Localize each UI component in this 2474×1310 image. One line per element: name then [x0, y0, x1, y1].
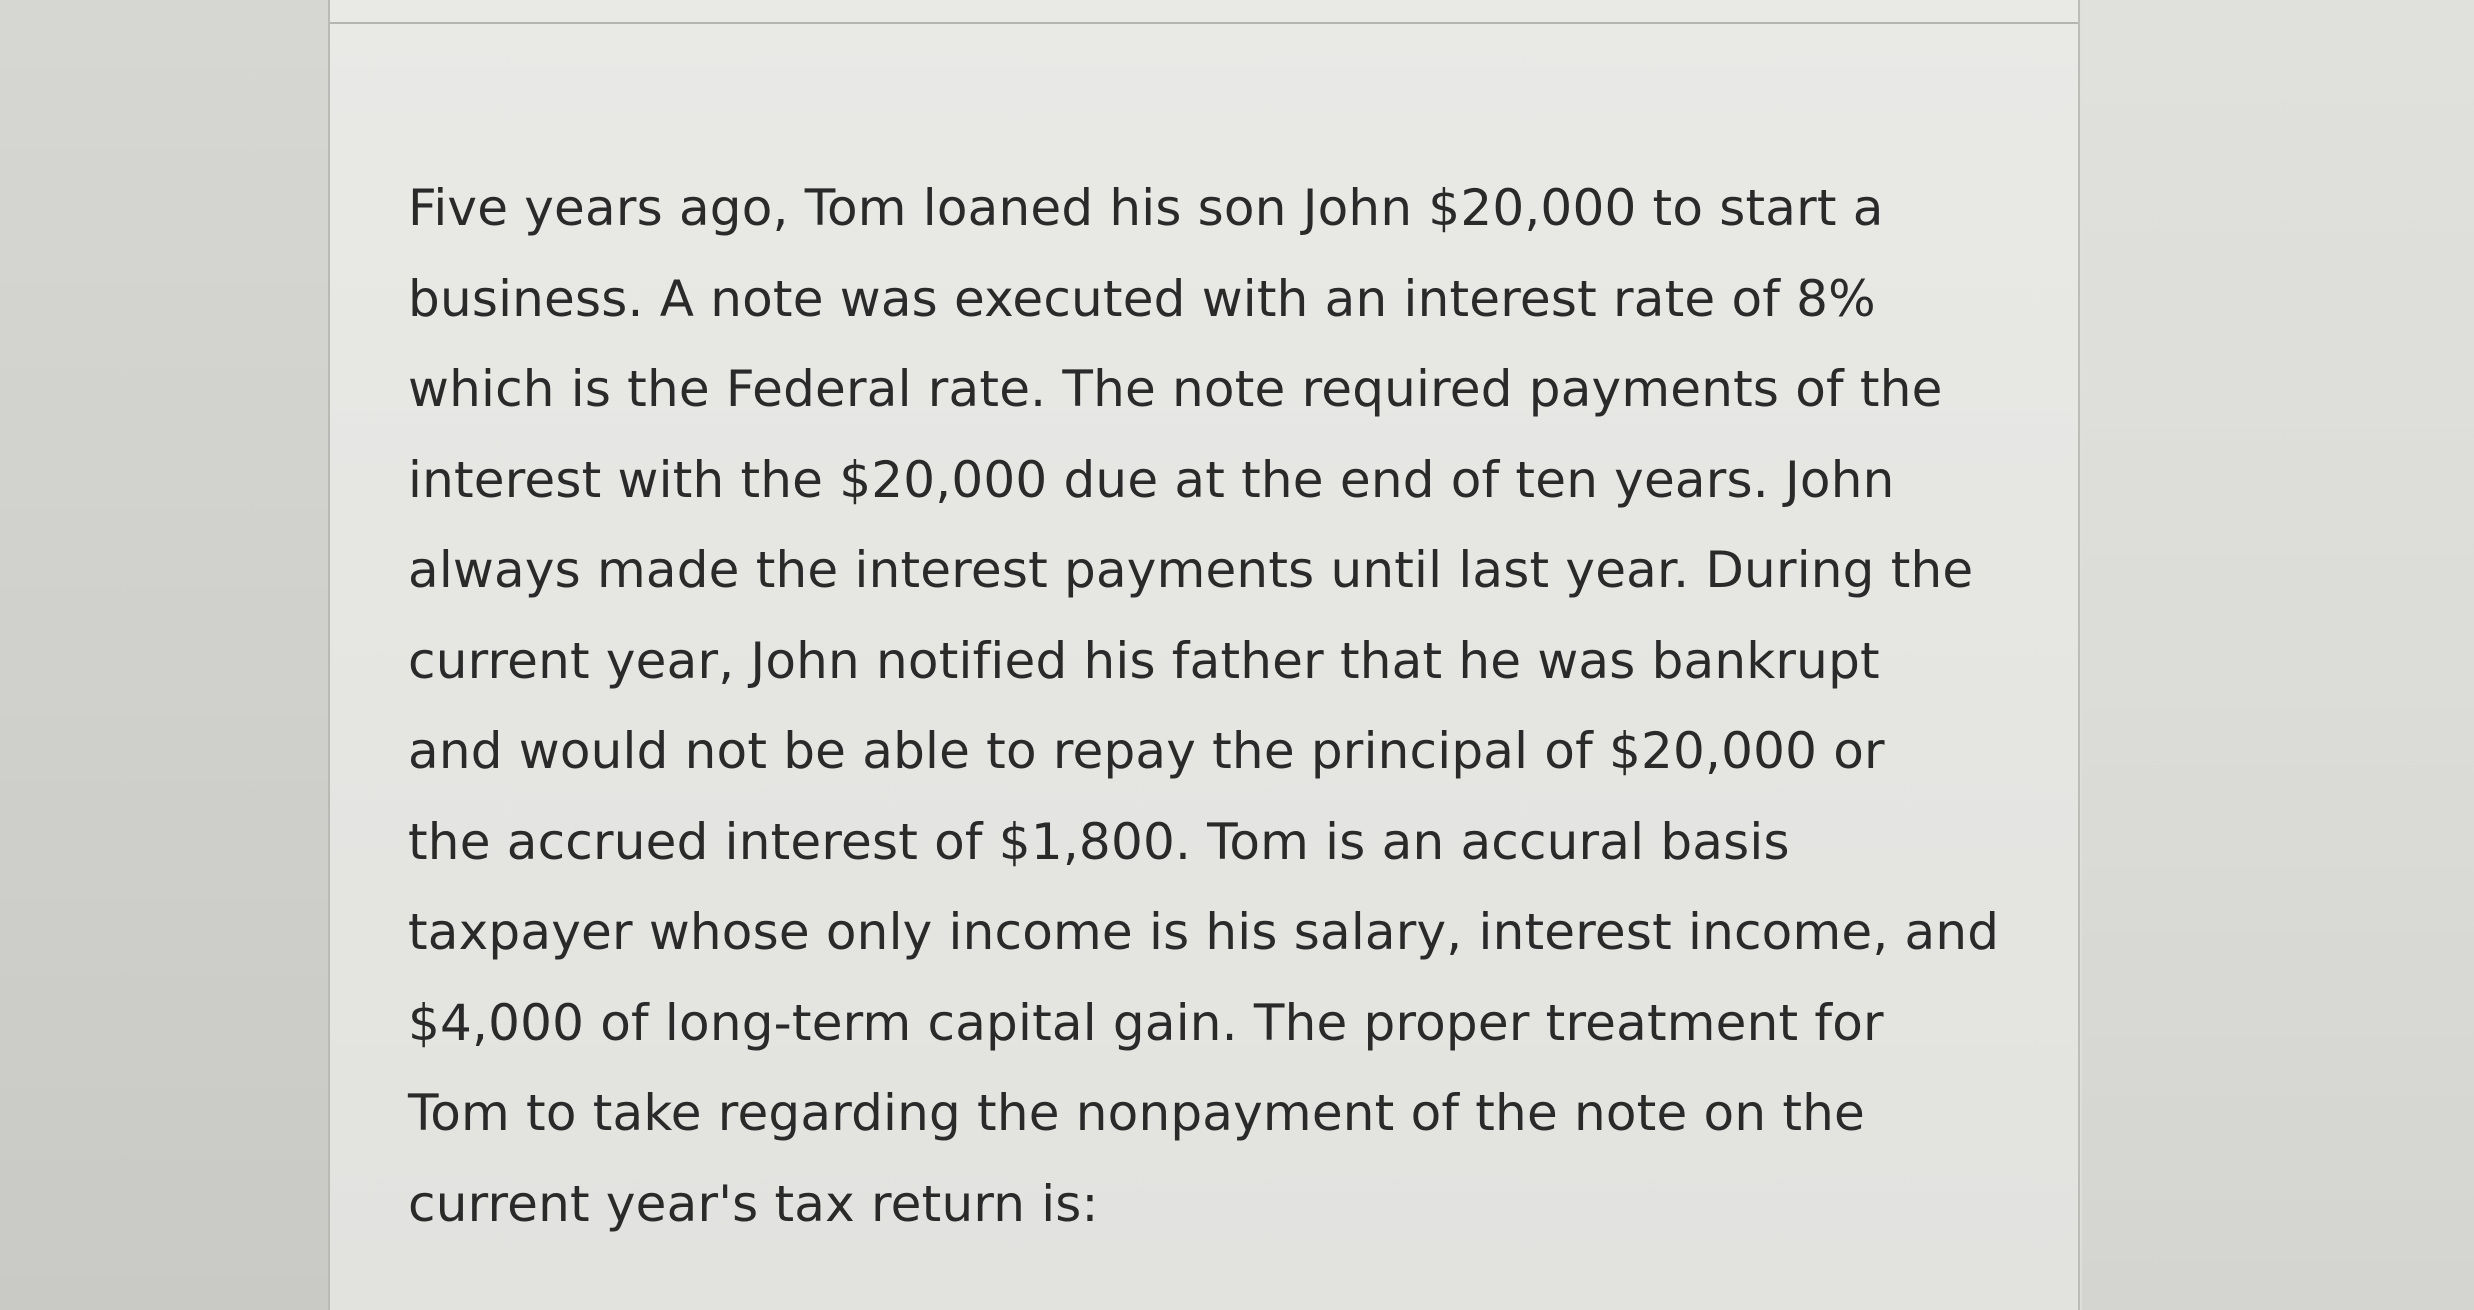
question-line: Tom to take regarding the nonpayment of the note on the [408, 1084, 1865, 1142]
question-line: business. A note was executed with an interest rate of 8% [408, 269, 1876, 328]
screen-background-right [2082, 0, 2474, 1310]
question-line: taxpayer whose only income is his salary, interest income, and [408, 903, 2000, 961]
question-text [408, 163, 2048, 1249]
question-line: interest with the $20,000 due at the end of ten years. John [408, 450, 1895, 509]
question-line: Five years ago, Tom loaned his son John $20,000 to start a [408, 179, 1884, 237]
question-line: current year's tax return is: [408, 1174, 1099, 1233]
question-line: current year, John notified his father that he was bankrupt [408, 631, 1880, 690]
question-line: the accrued interest of $1,800. Tom is an accural basis [408, 812, 1790, 871]
card-top-divider [330, 22, 2078, 24]
question-line: $4,000 of long-term capital gain. The proper treatment for [408, 993, 1884, 1052]
question-line: which is the Federal rate. The note required payments of the [408, 360, 1943, 418]
question-card [328, 0, 2080, 1310]
screen-background-left [0, 0, 330, 1310]
question-line: always made the interest payments until last year. During the [408, 541, 1974, 599]
question-line: and would not be able to repay the principal of $20,000 or [408, 722, 1885, 780]
